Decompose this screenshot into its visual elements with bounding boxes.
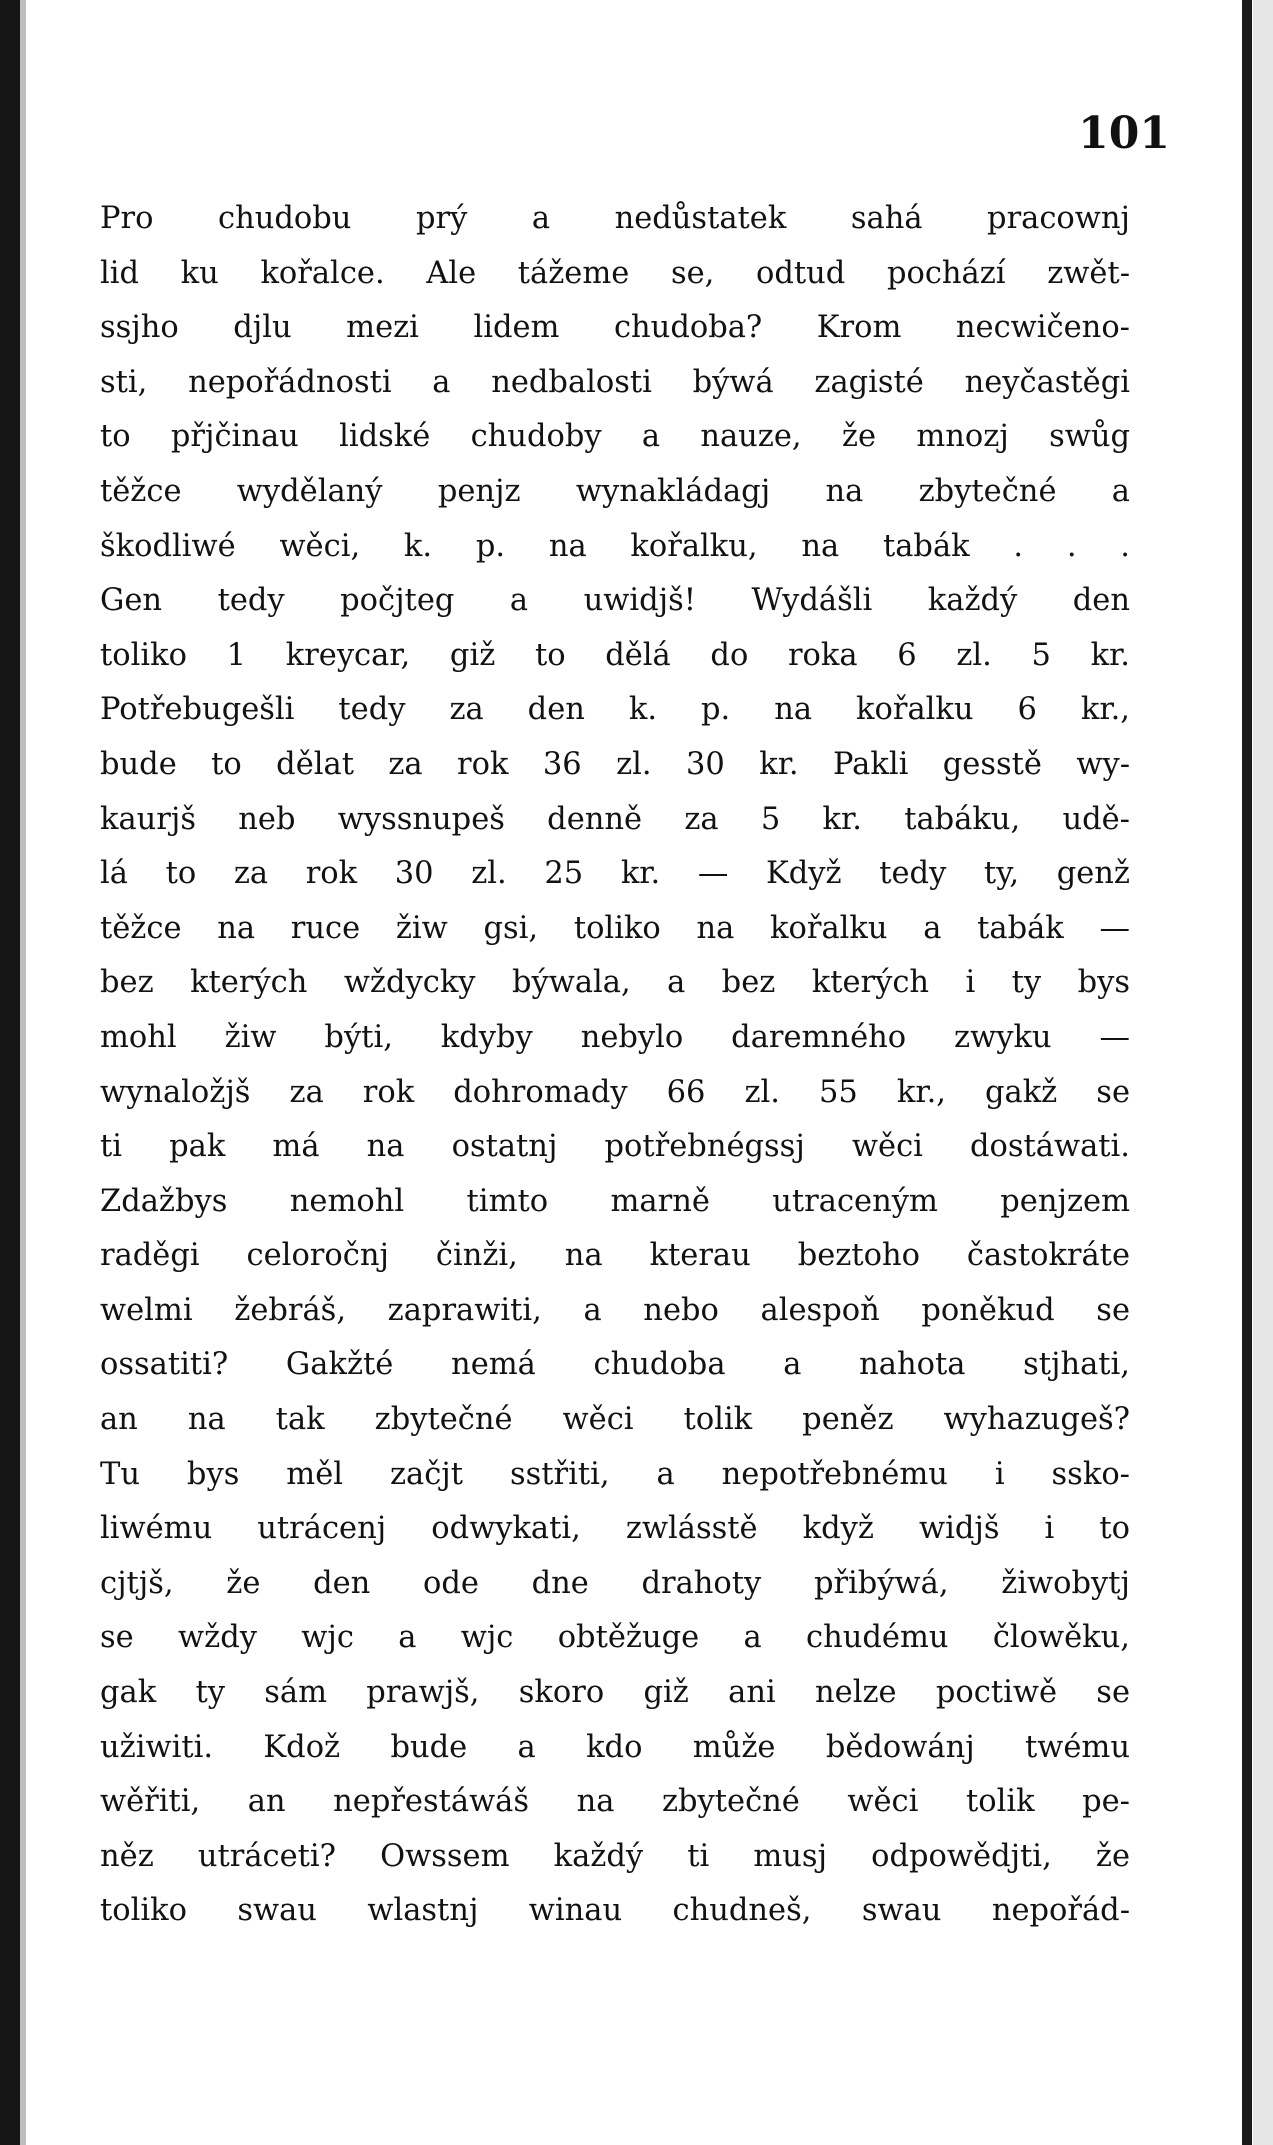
text-line: toliko swau wlastnj winau chudneš, swau nepořád-: [100, 1893, 1130, 1929]
text-line: cjtjš, že den ode dne drahoty přibýwá, žiwobytj: [100, 1565, 1130, 1601]
text-line: to přjčinau lidské chudoby a nauze, že mnozj swůg: [100, 419, 1130, 455]
text-line: lá to za rok 30 zl. 25 kr. — Když tedy ty, genž: [100, 856, 1130, 892]
text-line: Pro chudobu prý a nedůstatek sahá pracownj: [100, 201, 1130, 236]
text-line: se wždy wjc a wjc obtěžuge a chudému člowěku,: [100, 1620, 1130, 1656]
body-text: [100, 192, 1130, 1939]
text-line: welmi žebráš, zaprawiti, a nebo alespoň poněkud se: [100, 1292, 1130, 1328]
text-line: raděgi celoročnj činži, na kterau beztoho častokráte: [100, 1238, 1130, 1274]
text-line: wynaložjš za rok dohromady 66 zl. 55 kr., gakž se: [100, 1074, 1130, 1110]
text-line: ssjho djlu mezi lidem chudoba? Krom necwičeno-: [100, 310, 1130, 346]
text-line: lid ku kořalce. Ale tážeme se, odtud pochází zwět-: [100, 255, 1130, 291]
scan-left-border: [0, 0, 20, 2145]
page-number: 101: [1078, 108, 1170, 159]
text-line: ti pak má na ostatnj potřebnégssj wěci dostáwati.: [100, 1129, 1130, 1165]
scan-right-border: [1242, 0, 1252, 2145]
text-line: něz utráceti? Owssem každý ti musj odpowědjti, že: [100, 1838, 1130, 1874]
text-line: toliko 1 kreycar, giž to dělá do roka 6 zl. 5 kr.: [100, 637, 1130, 673]
text-line: ossatiti? Gakžté nemá chudoba a nahota stjhati,: [100, 1347, 1130, 1383]
text-line: an na tak zbytečné wěci tolik peněz wyhazugeš?: [100, 1402, 1130, 1438]
text-line: bude to dělat za rok 36 zl. 30 kr. Pakli gesstě wy-: [100, 746, 1130, 782]
text-line: těžce wydělaný penjz wynakládagj na zbytečné a: [100, 473, 1130, 509]
text-line: těžce na ruce žiw gsi, toliko na kořalku a tabák —: [100, 910, 1130, 946]
text-line: Tu bys měl začjt sstřiti, a nepotřebnému i ssko-: [100, 1456, 1130, 1492]
text-line: škodliwé wěci, k. p. na kořalku, na tabák . . .: [100, 528, 1130, 564]
text-line: Zdažbys nemohl timto marně utraceným penjzem: [100, 1183, 1130, 1219]
text-line: wěřiti, an nepřestáwáš na zbytečné wěci tolik pe-: [100, 1784, 1130, 1820]
text-line: kaurjš neb wyssnupeš denně za 5 kr. tabáku, udě-: [100, 801, 1130, 837]
text-line: sti, nepořádnosti a nedbalosti býwá zagisté neyčastěgi: [100, 364, 1130, 400]
text-line: bez kterých wždycky býwala, a bez kterých i ty bys: [100, 965, 1130, 1001]
text-line: mohl žiw býti, kdyby nebylo daremného zwyku —: [100, 1019, 1130, 1055]
text-line: liwému utrácenj odwykati, zwlásstě když widjš i to: [100, 1511, 1130, 1547]
text-line: Potřebugešli tedy za den k. p. na kořalku 6 kr.,: [100, 692, 1130, 728]
scan-right-margin: [1253, 0, 1273, 2145]
scan-left-border-shadow: [20, 0, 26, 2145]
text-line: gak ty sám prawjš, skoro giž ani nelze poctiwě se: [100, 1675, 1130, 1711]
text-line: užiwiti. Kdož bude a kdo může bědowánj twému: [100, 1729, 1130, 1765]
text-line: Gen tedy počjteg a uwidjš! Wydášli každý den: [100, 583, 1130, 619]
